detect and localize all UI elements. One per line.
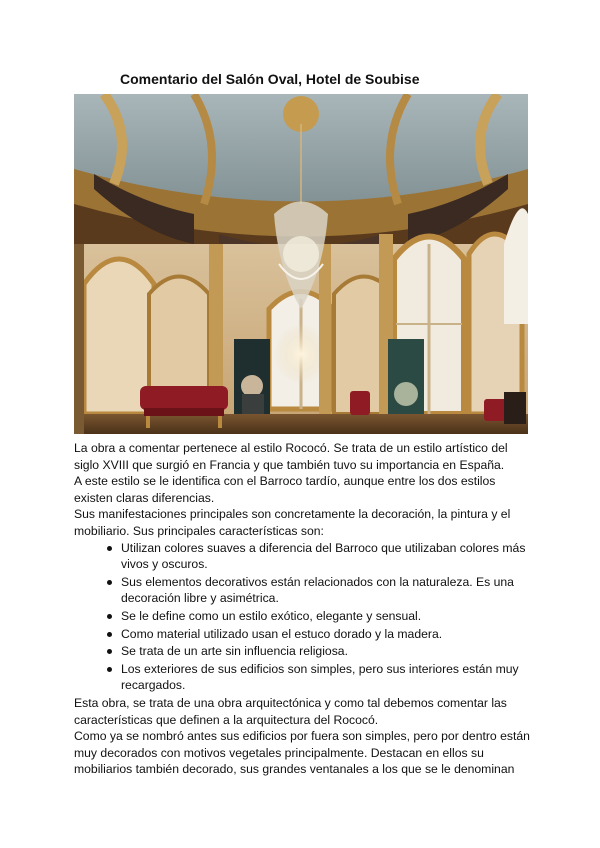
salon-oval-photo bbox=[74, 94, 528, 434]
characteristics-list bbox=[74, 540, 530, 694]
list-item bbox=[108, 661, 530, 694]
list-item-text: Sus elementos decorativos están relacionados con la naturaleza. Es una decoración libre y asimétrica. bbox=[121, 574, 514, 606]
list-item bbox=[108, 626, 530, 643]
list-item-text: Utilizan colores suaves a diferencia del Barroco que utilizaban colores más vivos y oscuros. bbox=[121, 540, 526, 572]
document-body bbox=[74, 440, 530, 778]
paragraph: Esta obra, se trata de una obra arquitectónica y como tal debemos comentar las características que definen a la arquitectura del Rococó. bbox=[74, 695, 507, 727]
bullet-icon bbox=[107, 614, 112, 619]
list-item-text: Se trata de un arte sin influencia religiosa. bbox=[121, 644, 348, 659]
list-item-text: Como material utilizado usan el estuco dorado y la madera. bbox=[121, 626, 443, 641]
paragraph: Sus manifestaciones principales son concretamente la decoración, la pintura y el mobiliario. Sus principales características son: bbox=[74, 507, 511, 538]
paragraph: La obra a comentar pertenece al estilo Rococó. Se trata de un estilo artístico del siglo XVIII que surgió en Francia y que también tuvo su importancia en España. bbox=[74, 441, 508, 472]
bullet-icon bbox=[107, 667, 112, 672]
list-item-text: Los exteriores de sus edificios son simples, pero sus interiores están muy recargados. bbox=[121, 661, 519, 693]
bullet-icon bbox=[107, 632, 112, 637]
bullet-icon bbox=[107, 580, 112, 585]
list-item bbox=[108, 643, 530, 660]
list-item bbox=[108, 608, 530, 625]
list-item bbox=[108, 540, 530, 573]
list-item-text: Se le define como un estilo exótico, elegante y sensual. bbox=[121, 608, 422, 623]
bullet-icon bbox=[107, 649, 112, 654]
paragraph: A este estilo se le identifica con el Barroco tardío, aunque entre los dos estilos existen claras diferencias. bbox=[74, 474, 496, 505]
bullet-icon bbox=[107, 546, 112, 551]
paragraph: Como ya se nombró antes sus edificios por fuera son simples, pero por dentro están muy decorados con motivos vegetales principalmente. Destacan en ellos su mobiliarios también decorado, sus grandes ventanales a los que se le denominan bbox=[74, 729, 530, 777]
list-item bbox=[108, 574, 530, 607]
document-title: Comentario del Salón Oval, Hotel de Soubise bbox=[120, 71, 420, 87]
